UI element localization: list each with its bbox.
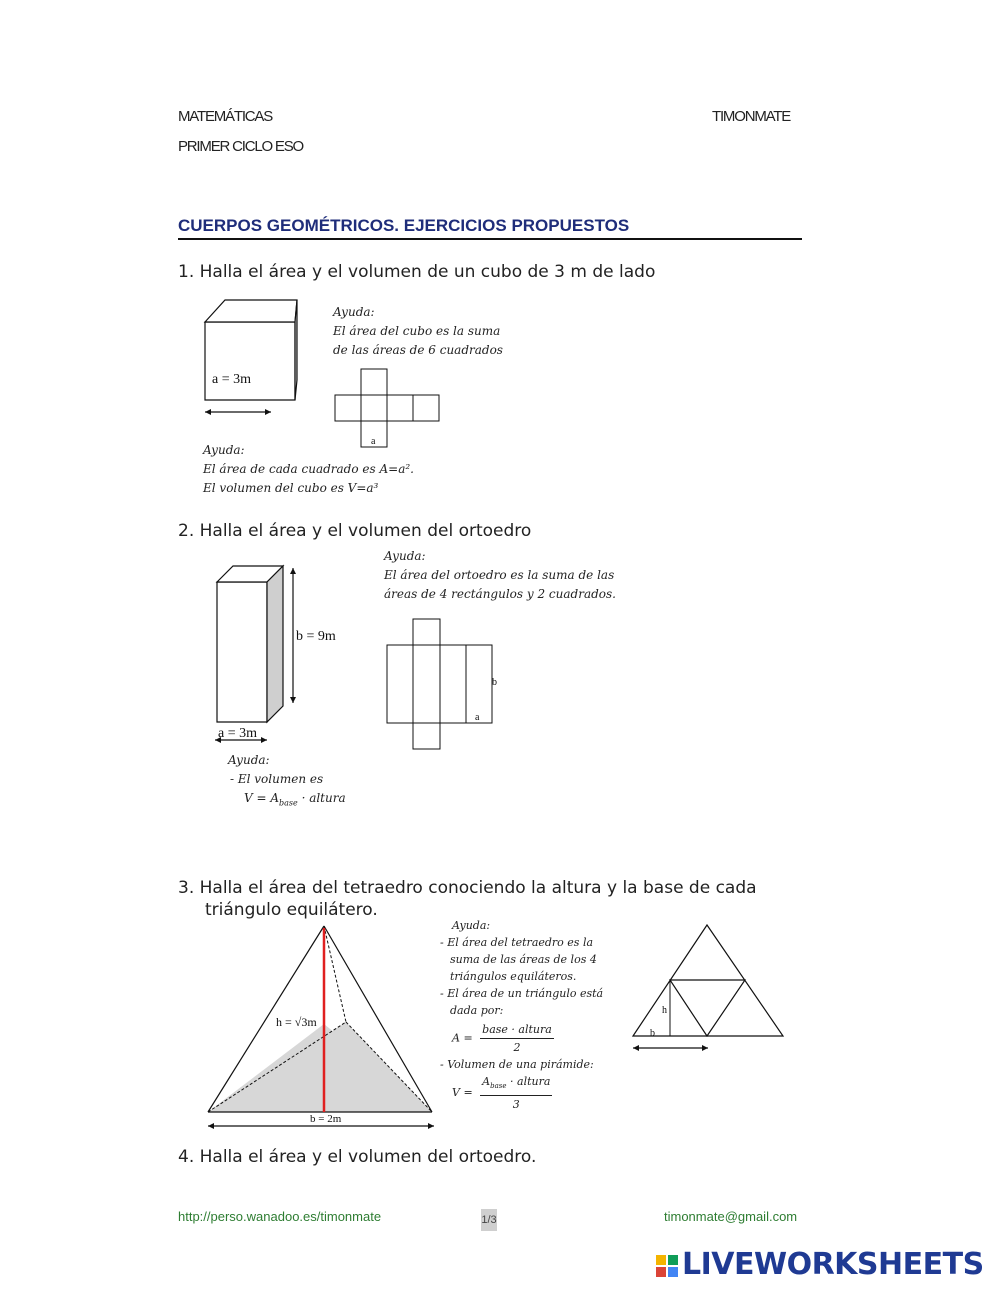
page-title: CUERPOS GEOMÉTRICOS. EJERCICIOS PROPUESTOS — [178, 216, 630, 235]
cuboid-net-label-a: a — [475, 712, 480, 723]
help-line: - El área de un triángulo está — [440, 987, 604, 1000]
cube-net — [333, 368, 443, 450]
title-rule — [178, 238, 802, 240]
formula-main: V = A — [244, 791, 280, 805]
fraction-numerator — [480, 1073, 552, 1096]
cuboid-height-label: b = 9m — [296, 629, 336, 644]
subject-label: MATEMÁTICAS — [178, 108, 273, 125]
page-number: 1/3 — [481, 1209, 497, 1231]
formula-rest: · altura — [506, 1075, 551, 1088]
tetrahedron-net-h: h — [662, 1005, 667, 1016]
help-line: suma de las áreas de los 4 — [450, 953, 597, 966]
fraction-numerator: base · altura — [480, 1021, 554, 1039]
help-line: áreas de 4 rectángulos y 2 cuadrados. — [384, 587, 616, 601]
cube-net-label: a — [371, 436, 376, 447]
fraction-denominator: 3 — [512, 1098, 520, 1112]
exercise-2-help-right — [384, 547, 616, 604]
area-formula — [440, 1021, 603, 1056]
footer-link[interactable]: http://perso.wanadoo.es/timonmate — [178, 1209, 382, 1224]
exercise-3-text-line2: triángulo equilátero. — [205, 900, 378, 920]
exercise-1-text: 1. Halla el área y el volumen de un cubo de 3 m de lado — [178, 262, 656, 282]
formula-lhs: V = — [452, 1086, 473, 1100]
exercise-4-text: 4. Halla el área y el volumen del ortoedro. — [178, 1147, 537, 1167]
cuboid-side-label: a = 3m — [218, 726, 257, 741]
help-line: Ayuda: — [203, 443, 245, 457]
cuboid-figure — [205, 560, 315, 745]
formula-subscript: base — [490, 1082, 507, 1091]
exercise-2-help-bottom — [228, 751, 346, 812]
area-fraction — [480, 1021, 554, 1056]
exercise-3-help — [440, 917, 603, 1113]
author-label: TIMONMATE — [712, 108, 791, 125]
exercise-2-text: 2. Halla el área y el volumen del ortoedro — [178, 521, 532, 541]
tetrahedron-height-label: h = √3m — [276, 1015, 317, 1029]
formula-main: A — [482, 1075, 491, 1088]
help-line: Ayuda: — [452, 919, 491, 932]
formula-subscript: base — [279, 798, 298, 808]
cube-side-label: a = 3m — [212, 372, 251, 387]
help-line: - El área del tetraedro es la — [440, 936, 594, 949]
fraction-denominator: 2 — [513, 1041, 521, 1054]
help-line: El área del ortoedro es la suma de las — [384, 568, 615, 582]
help-line: El volumen del cubo es V=a³ — [203, 481, 379, 495]
volume-fraction — [480, 1073, 552, 1113]
help-line: Ayuda: — [384, 549, 426, 563]
tetrahedron-figure — [200, 920, 445, 1135]
help-line: - Volumen de una pirámide: — [440, 1058, 594, 1071]
help-line: El área del cubo es la suma — [333, 324, 501, 338]
footer-email[interactable]: timonmate@gmail.com — [664, 1209, 798, 1224]
formula-lhs: A = — [452, 1031, 473, 1045]
help-line: El área de cada cuadrado es A=a². — [203, 462, 414, 476]
help-line: dada por: — [450, 1004, 504, 1017]
liveworksheets-watermark — [656, 1247, 984, 1282]
exercise-1-help-bottom — [203, 441, 414, 498]
help-line: - El volumen es — [230, 772, 324, 786]
cuboid-net-label-b: b — [492, 677, 497, 688]
volume-formula — [440, 1073, 603, 1113]
watermark-text: LIVEWORKSHEETS — [682, 1247, 984, 1282]
help-line: triángulos equiláteros. — [450, 970, 577, 983]
help-line: de las áreas de 6 cuadrados — [333, 343, 503, 357]
cuboid-net — [385, 618, 495, 752]
help-line: Ayuda: — [228, 753, 270, 767]
tetrahedron-net-b: b — [650, 1028, 655, 1039]
cube-figure — [195, 290, 305, 425]
exercise-3-text-line1: 3. Halla el área del tetraedro conociendo la altura y la base de cada — [178, 878, 757, 898]
help-line: Ayuda: — [333, 305, 375, 319]
exercise-1-help-right — [333, 303, 503, 360]
volume-formula — [228, 789, 346, 812]
tetrahedron-base-label: b = 2m — [310, 1113, 342, 1125]
level-label: PRIMER CICLO ESO — [178, 138, 303, 155]
liveworksheets-logo-icon — [656, 1255, 678, 1277]
formula-rest: · altura — [297, 791, 346, 805]
